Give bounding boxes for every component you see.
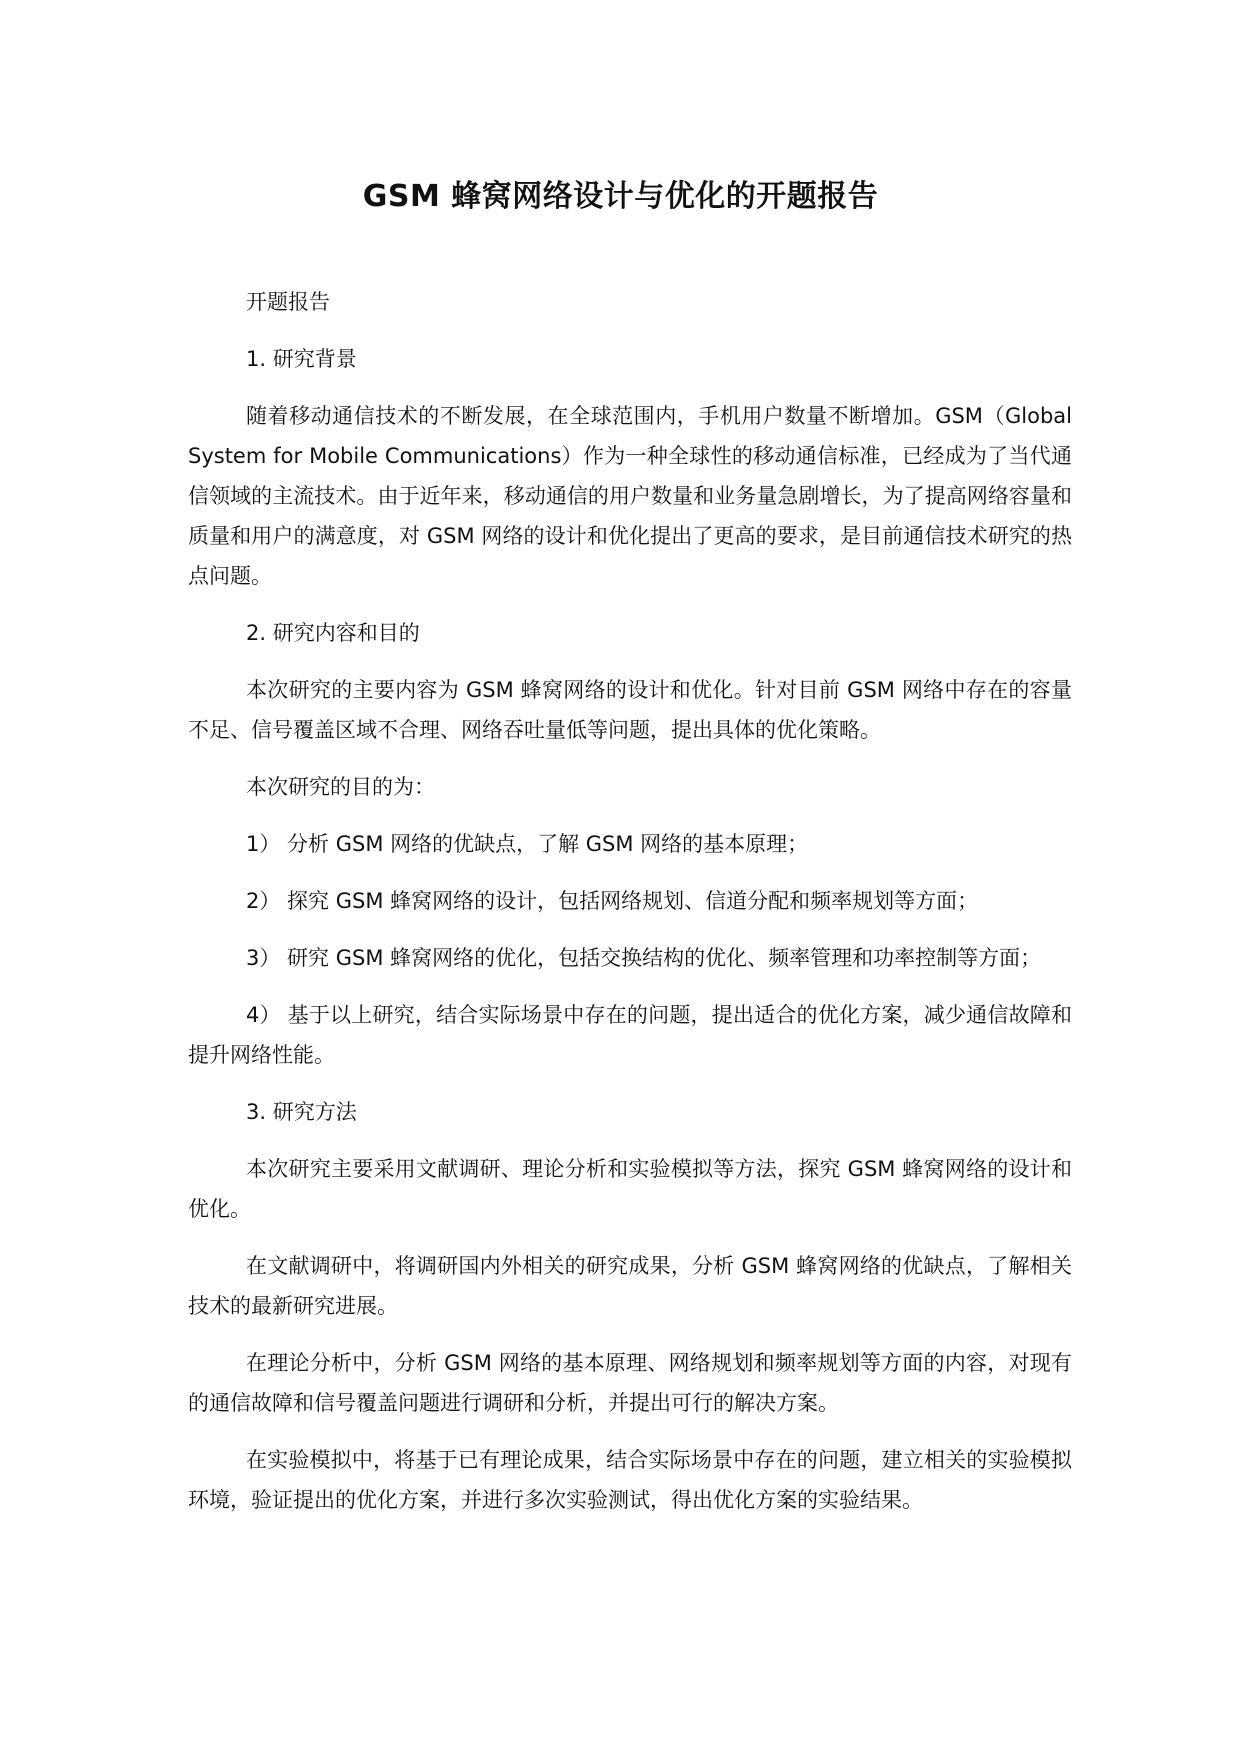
- paragraph-methods: 本次研究主要采用文献调研、理论分析和实验模拟等方法，探究 GSM 蜂窝网络的设计和优化。: [188, 1157, 1072, 1221]
- goal-item-3: 3） 研究 GSM 蜂窝网络的优化，包括交换结构的优化、频率管理和功率控制等方面；: [246, 946, 1042, 970]
- goal-item-2: 2） 探究 GSM 蜂窝网络的设计，包括网络规划、信道分配和频率规划等方面；: [246, 889, 979, 913]
- paragraph-background: 随着移动通信技术的不断发展，在全球范围内，手机用户数量不断增加。GSM（Global System for Mobile Communications）作为一种全球性的移动通信标准，已经成为了当代通信领域的主流技术。由于近年来，移动通信的用户数量和业务量急剧增长，为了提高网络容量和质量和用户的满意度，对 GSM 网络的设计和优化提出了更高的要求，是目前通信技术研究的热点问题。: [188, 404, 1072, 588]
- paragraph-goals-intro: 本次研究的目的为：: [246, 775, 435, 799]
- section-heading-methods: 3. 研究方法: [246, 1100, 357, 1124]
- paragraph-simulation: 在实验模拟中，将基于已有理论成果，结合实际场景中存在的问题，建立相关的实验模拟环境，验证提出的优化方案，并进行多次实验测试，得出优化方案的实验结果。: [188, 1448, 1072, 1512]
- goal-item-1: 1） 分析 GSM 网络的优缺点，了解 GSM 网络的基本原理；: [246, 832, 809, 856]
- document-title: GSM 蜂窝网络设计与优化的开题报告: [362, 179, 879, 214]
- paragraph-heading-proposal: 开题报告: [246, 290, 330, 314]
- section-heading-background: 1. 研究背景: [246, 347, 357, 371]
- goal-item-4: 4） 基于以上研究，结合实际场景中存在的问题，提出适合的优化方案，减少通信故障和提升网络性能。: [188, 1003, 1072, 1067]
- section-heading-content-goals: 2. 研究内容和目的: [246, 621, 420, 645]
- paragraph-content: 本次研究的主要内容为 GSM 蜂窝网络的设计和优化。针对目前 GSM 网络中存在的容量不足、信号覆盖区域不合理、网络吞吐量低等问题，提出具体的优化策略。: [188, 678, 1072, 742]
- document-body: [188, 282, 1072, 1537]
- paragraph-theory: 在理论分析中，分析 GSM 网络的基本原理、网络规划和频率规划等方面的内容，对现有的通信故障和信号覆盖问题进行调研和分析，并提出可行的解决方案。: [188, 1351, 1072, 1415]
- paragraph-literature: 在文献调研中，将调研国内外相关的研究成果，分析 GSM 蜂窝网络的优缺点，了解相关技术的最新研究进展。: [188, 1254, 1072, 1318]
